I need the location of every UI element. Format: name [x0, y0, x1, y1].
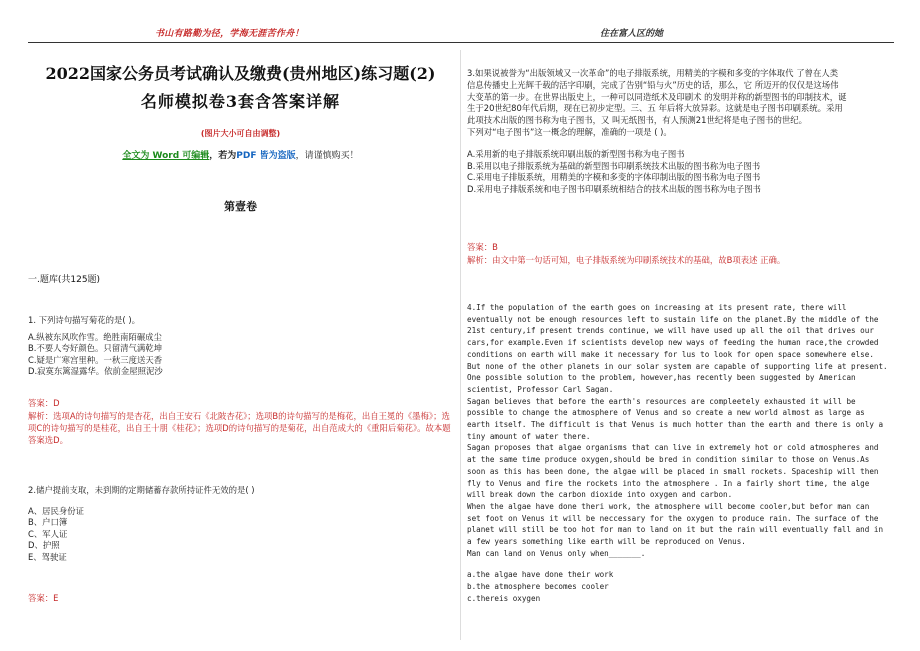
notice-caution: ，请谨慎购买！	[295, 151, 359, 161]
passage-line: When the algae have done theri work, the atmosphere will become cooler,but befor man can	[467, 501, 870, 511]
option-d: D.采用电子排版系统和电子图书印刷系统相结合的技术出版的图书称为电子图书	[467, 184, 761, 195]
passage-line: at the same time produce oxygen,should be bred in condition similar to those on Venus.As	[467, 455, 870, 465]
option-b: B、户口簿	[28, 517, 68, 527]
question-4	[467, 302, 899, 605]
question-1-answer-block	[28, 398, 453, 446]
option-a: A、居民身份证	[28, 505, 84, 516]
header-left-slogan: 书山有路勤为径，学海无涯苦作舟！	[155, 29, 304, 39]
passage-line: fly to Venus and fire the rockets into the atmosphere . In a fairly short time, the alge	[467, 478, 870, 488]
option-a: A.纵被东风吹作雪。绝胜南陌碾成尘	[28, 331, 162, 342]
volume-heading: 第壹卷	[224, 200, 257, 213]
passage-line: possible to change the atmosphere of Venus and so create a new world almost as large as	[467, 408, 865, 418]
explanation: 解析：由文中第一句话可知，电子排版系统为印刷系统技术的基础，故B项表述 正确。	[467, 254, 786, 265]
passage-line: cars,for example.Even if scientists develop new ways of feeding the human race,the crowded	[467, 338, 879, 348]
passage-line: earth itself. The difficult is that Venus is much hotter than the earth and there is only a	[467, 420, 884, 430]
passage-line: 3.如果说被誉为“出版领域又一次革命”的电子排版系统，用精美的字模和多变的字体取代 了曾在人类	[467, 68, 839, 78]
notice-word-editable: 全文为 Word 可编辑	[122, 151, 210, 161]
passage-line: eventually not be enough resources left to sustain life on the planet.By the middle of the	[467, 314, 879, 324]
notice-pdf-warning: PDF 皆为盗版	[236, 151, 296, 161]
passage-line: tiny amount of water there.	[467, 431, 591, 441]
question-1	[28, 315, 453, 378]
passage-line: 21st century,if present trends continue, we will have used up all the oil that drives our	[467, 326, 874, 336]
question-prompt: Man can land on Venus only when_______.	[467, 548, 646, 558]
passage-line: planet will still be too hot for man to land on it but the rain will eventually fall and in	[467, 525, 884, 535]
column-divider	[460, 50, 461, 640]
passage-line: 4.If the population of the earth goes on increasing at its present rate, there will	[467, 303, 847, 312]
option-c: C.疑是广寒宫里种。一秋三度送天香	[28, 354, 163, 365]
document-title	[28, 60, 453, 116]
option-a: A.采用新的电子排版系统印刷出版的新型图书称为电子图书	[467, 148, 685, 159]
answer: 答案：D	[28, 398, 60, 408]
section-heading: 一.题库(共125题)	[28, 275, 101, 285]
explanation: 解析：选项A的诗句描写的是杏花，出自王安石《北陂杏花》；选项B的诗句描写的是梅花，出自王冕的《墨梅》；选项C的诗句描写的是桂花，出自王十朋《桂花》；选项D的诗句描写的是菊花，出自范成大的《重阳后菊花》。故本题答案选D。	[28, 410, 451, 445]
passage-line: a few years something like earth will be reproduced on Venus.	[467, 537, 746, 547]
notice-separator: ，若为	[209, 151, 237, 161]
edit-notice	[28, 148, 453, 161]
passage-line: soon as this has been done, the algae will be placed in small rockets. Spaceship will then	[467, 466, 879, 476]
option-c: C、军人证	[28, 528, 68, 539]
option-c: C.采用电子排版系统，用精美的字模和多变的字体印制出版的图书称为电子图书	[467, 172, 761, 183]
option-e: E、驾驶证	[28, 551, 67, 562]
option-d: D.寂寞东篱湿露华。依前金屋照泥沙	[28, 366, 163, 376]
passage-line: One possible solution to the problem, however,has recently been suggested by American	[467, 373, 856, 383]
passage-line: will break down the carbon dioxide into oxygen and carbon.	[467, 490, 733, 500]
title-line-1: 2022国家公务员考试确认及缴费(贵州地区)练习题(2)	[45, 64, 436, 83]
option-b: B.采用以电子排版系统为基础的新型图书印刷系统技术出版的图书称为电子图书	[467, 160, 761, 171]
passage-line: Sagan believes that before the earth's resources are compleetely exhausted it will be	[467, 396, 856, 406]
passage-line: 信息传播史上光辉千载的活字印刷，完成了告别“铅与火”历史的话，那么，它 所迈开的仅仅是这场伟	[467, 79, 839, 90]
answer: 答案：B	[467, 242, 498, 252]
passage-line: 此项技术出版的图书称为电子图书，又 叫无纸图书，有人预测21世纪将是电子图书的世纪。	[467, 115, 807, 126]
question-stem: 1. 下列诗句描写菊花的是( )。	[28, 315, 140, 325]
passage-line: But none of the other planets in our solar system are capable of supporting life at present.	[467, 361, 888, 371]
option-a: a.the algae have done their work	[467, 570, 614, 580]
question-2-answer-block	[28, 593, 453, 605]
question-stem: 2.储户提前支取，未到期的定期储蓄存款所持证件无效的是( )	[28, 485, 255, 495]
header-right-slogan: 住在富人区的她	[600, 29, 664, 39]
subtitle: (图片大小可自由调整)	[200, 129, 281, 138]
passage-line: 大变革的第一步。在世界出版史上，一种可以同造纸术及印刷术 的发明并称的新型图书的印制技术，诞	[467, 91, 847, 102]
title-line-2: 名师模拟卷3套含答案详解	[140, 92, 341, 111]
passage-line: conditions on earth will make it necessary for lus to look for open space somewhere else.	[467, 349, 874, 359]
question-3-answer-block	[467, 242, 899, 266]
option-d: D、护照	[28, 540, 60, 550]
question-2	[28, 485, 453, 563]
passage-line: set foot on Venus it will be neccessary for the oxygen to produce rain. The surface of the	[467, 513, 879, 523]
question-prompt: 下列对“电子图书”这一概念的理解，准确的一项是 ( )。	[467, 126, 672, 137]
passage-line: scientist, Professor Carl Sagan.	[467, 384, 614, 394]
header-divider	[28, 42, 894, 43]
option-c: c.thereis oxygen	[467, 593, 541, 603]
answer: 答案：E	[28, 593, 59, 603]
passage-line: Sagan proposes that algae organisms that can live in extremely hot or cold atmospheres and	[467, 443, 879, 453]
option-b: B.不要人夸好颜色。只留清气满乾坤	[28, 343, 163, 353]
passage-line: 生于20世纪80年代后期，现在已初步定型。三、五 年后将大放异彩。这就是电子图书印刷系统。采用	[467, 103, 843, 114]
option-b: b.the atmosphere becomes cooler	[467, 582, 609, 592]
question-3	[467, 68, 899, 196]
